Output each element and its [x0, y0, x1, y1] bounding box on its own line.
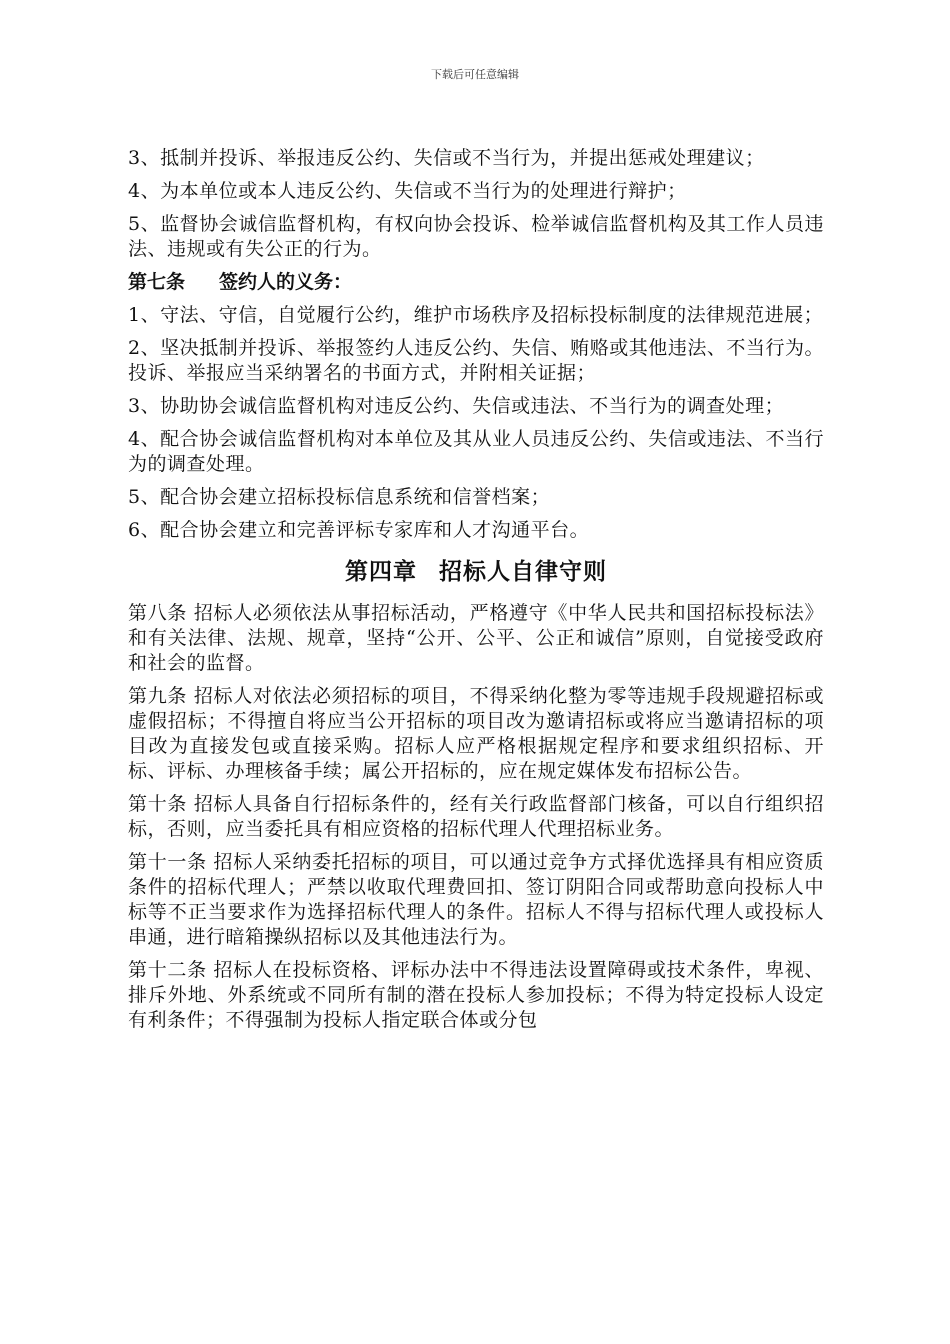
article-paragraph: 第十一条 招标人采纳委托招标的项目，可以通过竞争方式择优选择具有相应资质条件的招标代理人；严禁以收取代理费回扣、签订阴阳合同或帮助意向投标人中标等不正当要求作为选择招标代理人的条件。招标人不得与招标代理人或投标人串通，进行暗箱操纵招标以及其他违法行为。	[128, 851, 824, 948]
article-paragraph: 第十二条 招标人在投标资格、评标办法中不得违法设置障碍或技术条件，卑视、排斥外地、外系统或不同所有制的潜在投标人参加投标；不得为特定投标人设定有利条件；不得强制为投标人指定联合体或分包	[128, 959, 824, 1031]
list-item: 3、抵制并投诉、举报违反公约、失信或不当行为，并提出惩戒处理建议；	[128, 147, 765, 169]
chapter-number: 第四章	[345, 559, 417, 585]
article-heading	[128, 270, 824, 295]
list-item: 5、配合协会建立招标投标信息系统和信誉档案；	[128, 486, 551, 508]
list-item: 4、为本单位或本人违反公约、失信或不当行为的处理进行辩护；	[128, 180, 687, 202]
chapter-name: 招标人自律守则	[439, 559, 607, 585]
list-item: 1、守法、守信，自觉履行公约，维护市场秩序及招标投标制度的法律规范进展；	[128, 304, 824, 326]
list-item: 5、监督协会诚信监督机构，有权向协会投诉、检举诚信监督机构及其工作人员违法、违规或有失公正的行为。	[128, 213, 824, 260]
list-item: 4、配合协会诚信监督机构对本单位及其从业人员违反公约、失信或违法、不当行为的调查处理。	[128, 428, 824, 475]
page-header-note: 下载后可任意编辑	[431, 68, 519, 81]
article-title: 签约人的义务：	[219, 271, 353, 293]
article-paragraph: 第九条 招标人对依法必须招标的项目，不得采纳化整为零等违规手段规避招标或虚假招标；不得擅自将应当公开招标的项目改为邀请招标或将应当邀请招标的项目改为直接发包或直接采购。招标人应严格根据规定程序和要求组织招标、开标、评标、办理核备手续；属公开招标的，应在规定媒体发布招标公告。	[128, 685, 824, 782]
document-body	[128, 146, 824, 1041]
article-paragraph: 第八条 招标人必须依法从事招标活动，严格遵守《中华人民共和国招标投标法》和有关法律、法规、规章，坚持“公开、公平、公正和诚信”原则，自觉接受政府和社会的监督。	[128, 602, 824, 674]
article-number: 第七条	[128, 271, 186, 293]
list-item: 2、坚决抵制并投诉、举报签约人违反公约、失信、贿赂或其他违法、不当行为。投诉、举报应当采纳署名的书面方式，并附相关证据；	[128, 337, 824, 384]
chapter-title	[128, 557, 824, 587]
list-item: 6、配合协会建立和完善评标专家库和人才沟通平台。	[128, 519, 590, 541]
article-paragraph: 第十条 招标人具备自行招标条件的，经有关行政监督部门核备，可以自行组织招标，否则，应当委托具有相应资格的招标代理人代理招标业务。	[128, 793, 824, 840]
list-item: 3、协助协会诚信监督机构对违反公约、失信或违法、不当行为的调查处理；	[128, 395, 785, 417]
